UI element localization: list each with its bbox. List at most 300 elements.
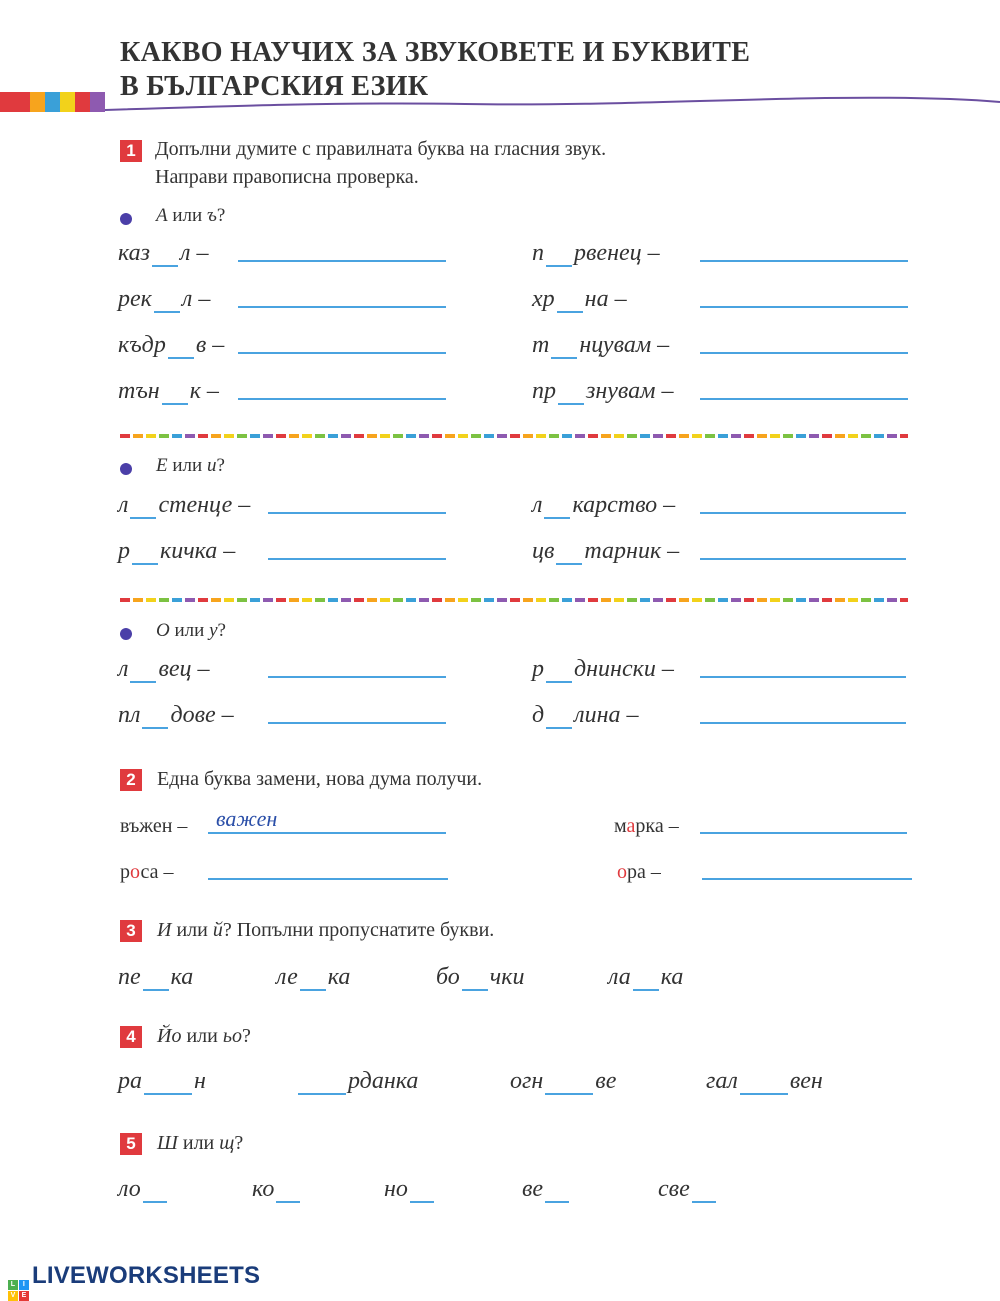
word-end: тарник – <box>584 538 680 564</box>
task2-red-letter: о <box>617 861 627 883</box>
answer-input[interactable] <box>700 696 910 722</box>
answer-line <box>700 558 906 560</box>
letter-blank-input[interactable] <box>692 1177 716 1203</box>
group-a-label-letter2: ъ <box>206 205 217 226</box>
divider-dash <box>315 598 325 602</box>
answer-line <box>700 512 906 514</box>
word-end: вен <box>789 1068 823 1094</box>
answer-input[interactable] <box>700 234 912 260</box>
divider-dash <box>120 598 130 602</box>
divider-dash <box>406 598 416 602</box>
task2-red-letter: о <box>130 861 141 883</box>
word-start: п <box>532 240 544 266</box>
divider-dash <box>497 598 507 602</box>
fill-word <box>522 1176 571 1203</box>
divider-dash <box>419 598 429 602</box>
task3-letter-1: И <box>157 919 172 941</box>
word-start: л <box>118 492 129 518</box>
fill-word <box>532 656 674 683</box>
fill-word <box>276 964 350 991</box>
color-stripe <box>0 92 105 112</box>
task2-word-end: са – <box>140 861 174 883</box>
answer-input[interactable] <box>700 532 910 558</box>
divider-dash <box>289 598 299 602</box>
divider-dash <box>354 434 364 438</box>
letter-blank-input[interactable] <box>410 1177 434 1203</box>
fill-word <box>118 964 193 991</box>
divider-dash <box>497 434 507 438</box>
letter-blank-input[interactable] <box>551 333 577 359</box>
answer-input[interactable] <box>700 650 910 676</box>
divider-dash <box>757 434 767 438</box>
task2-word-start: р <box>120 861 130 883</box>
divider-dash <box>770 598 780 602</box>
word-end: чки <box>489 964 525 990</box>
divider-dash <box>133 598 143 602</box>
task2-answer-input-4[interactable] <box>702 852 916 878</box>
divider-dash <box>471 598 481 602</box>
answer-line <box>700 260 908 262</box>
task3-number-badge: 3 <box>120 920 142 942</box>
divider-dash <box>770 434 780 438</box>
divider-dash <box>289 434 299 438</box>
divider-dash <box>172 434 182 438</box>
letter-blank-input[interactable] <box>298 1069 346 1095</box>
fill-word <box>118 378 219 405</box>
letter-blank-input[interactable] <box>300 965 326 991</box>
task2-item-1 <box>120 815 187 838</box>
answer-input[interactable] <box>268 650 450 676</box>
divider-dash <box>393 434 403 438</box>
logo-square: I <box>19 1280 29 1290</box>
stripe-segment <box>15 92 30 112</box>
stripe-segment <box>90 92 105 112</box>
divider-dash <box>393 598 403 602</box>
task2-answer-input-3[interactable] <box>208 852 452 878</box>
bullet-icon <box>120 213 132 225</box>
divider-dash <box>276 434 286 438</box>
divider-dash <box>328 598 338 602</box>
divider-dash <box>627 598 637 602</box>
fill-word <box>532 492 675 519</box>
divider-dash <box>341 598 351 602</box>
divider-dash <box>757 598 767 602</box>
divider-dash <box>185 598 195 602</box>
letter-blank-input[interactable] <box>130 657 156 683</box>
fill-word <box>252 1176 302 1203</box>
letter-blank-input[interactable] <box>162 379 188 405</box>
answer-line <box>700 398 908 400</box>
word-start: гал <box>706 1068 738 1094</box>
task3-letter-2: й <box>212 919 223 941</box>
divider-dash <box>822 434 832 438</box>
word-start: къдр <box>118 332 166 358</box>
divider-dash <box>861 598 871 602</box>
group-e-label-end: ? <box>216 455 225 476</box>
word-end: л – <box>180 240 209 266</box>
divider-dash <box>146 598 156 602</box>
word-start: пл <box>118 702 141 728</box>
divider-dash <box>120 434 130 438</box>
page-title-line1: КАКВО НАУЧИХ ЗА ЗВУКОВЕТЕ И БУКВИТЕ <box>120 37 751 68</box>
divider-dash <box>705 598 715 602</box>
group-a-label <box>156 205 225 227</box>
divider-dash <box>796 598 806 602</box>
task5-letter-2: щ <box>219 1132 235 1154</box>
word-end: н <box>194 1068 206 1094</box>
word-start: ло <box>118 1176 141 1202</box>
word-end: рвенец – <box>574 240 660 266</box>
task2-answer-input-2[interactable] <box>700 806 911 832</box>
divider-dash <box>211 598 221 602</box>
fill-word <box>118 286 210 313</box>
divider-dash <box>640 598 650 602</box>
group-o-label-letter: О <box>156 620 170 641</box>
letter-blank-input[interactable] <box>152 241 178 267</box>
divider-dash <box>731 434 741 438</box>
fill-word <box>384 1176 436 1203</box>
letter-blank-input[interactable] <box>556 539 582 565</box>
word-start: каз <box>118 240 150 266</box>
divider-dash <box>484 434 494 438</box>
divider-dash <box>692 598 702 602</box>
divider-dash <box>627 434 637 438</box>
answer-input[interactable] <box>238 326 450 352</box>
divider-dash <box>614 598 624 602</box>
divider-dash <box>146 434 156 438</box>
task2-word-start: м <box>614 815 627 837</box>
divider-dash <box>653 598 663 602</box>
task3-mid: или <box>171 919 213 941</box>
group-o-label-end: ? <box>217 620 226 641</box>
divider-dash <box>666 598 676 602</box>
divider-dash <box>250 598 260 602</box>
letter-blank-input[interactable] <box>462 965 488 991</box>
task2-item-2 <box>614 815 679 838</box>
divider-dash <box>198 598 208 602</box>
fill-word <box>118 332 224 359</box>
divider-dash <box>419 434 429 438</box>
answer-input[interactable] <box>238 280 450 306</box>
task2-red-letter: а <box>626 815 636 837</box>
divider-dash <box>835 598 845 602</box>
divider-dash <box>159 598 169 602</box>
word-start: тън <box>118 378 160 404</box>
word-start: т <box>532 332 550 358</box>
divider-dash <box>536 598 546 602</box>
task2-answer-input-1[interactable] <box>214 806 456 832</box>
divider-dash <box>263 434 273 438</box>
answer-input[interactable] <box>700 372 912 398</box>
divider-dash <box>302 598 312 602</box>
fill-word <box>296 1068 418 1095</box>
bullet-icon <box>120 463 132 475</box>
fill-word <box>532 378 674 405</box>
divider-dash <box>783 598 793 602</box>
task4-mid: или <box>181 1025 223 1047</box>
divider-dash <box>848 434 858 438</box>
answer-input[interactable] <box>268 486 450 512</box>
letter-blank-input[interactable] <box>154 287 180 313</box>
divider-dash <box>653 434 663 438</box>
divider-dash <box>276 598 286 602</box>
divider-dash <box>458 434 468 438</box>
fill-word <box>532 240 660 267</box>
group-o-label <box>156 620 226 642</box>
fill-word <box>436 964 524 991</box>
word-start: но <box>384 1176 408 1202</box>
divider-dash <box>237 434 247 438</box>
fill-word <box>510 1068 616 1095</box>
logo-square: E <box>19 1291 29 1301</box>
divider-dash <box>133 434 143 438</box>
stripe-segment <box>45 92 60 112</box>
fill-word <box>532 538 679 565</box>
divider-dash <box>679 434 689 438</box>
group-o-label-mid: или <box>169 620 210 641</box>
divider-dash <box>744 434 754 438</box>
divider-dash <box>718 434 728 438</box>
answer-input[interactable] <box>268 696 450 722</box>
word-end: вец – <box>158 656 210 682</box>
fill-word <box>658 1176 718 1203</box>
divider-dash <box>445 598 455 602</box>
letter-blank-input[interactable] <box>142 703 168 729</box>
letter-blank-input[interactable] <box>557 287 583 313</box>
word-start: л <box>532 492 543 518</box>
task4-end: ? <box>241 1025 251 1047</box>
divider-dash <box>575 434 585 438</box>
word-start: д <box>532 702 545 728</box>
divider-dash <box>679 598 689 602</box>
divider-dash <box>614 434 624 438</box>
bullet-icon <box>120 628 132 640</box>
divider-dash <box>354 598 364 602</box>
letter-blank-input[interactable] <box>130 493 156 519</box>
word-end: к – <box>189 378 219 404</box>
answer-line <box>700 352 908 354</box>
divider-dash <box>211 434 221 438</box>
rainbow-divider <box>120 434 908 439</box>
letter-blank-input[interactable] <box>143 965 169 991</box>
divider-dash <box>224 598 234 602</box>
fill-word <box>532 332 669 359</box>
divider-dash <box>224 434 234 438</box>
word-end: ка <box>170 964 194 990</box>
divider-dash <box>562 434 572 438</box>
divider-dash <box>562 598 572 602</box>
divider-dash <box>601 598 611 602</box>
word-end: ка <box>660 964 684 990</box>
divider-dash <box>783 434 793 438</box>
group-a-label-end: ? <box>216 205 226 226</box>
task5-letter-1: Ш <box>157 1132 178 1154</box>
task1-number-badge: 1 <box>120 140 142 162</box>
word-end: карство – <box>572 492 676 518</box>
divider-dash <box>666 434 676 438</box>
divider-dash <box>809 434 819 438</box>
divider-dash <box>263 598 273 602</box>
divider-dash <box>237 598 247 602</box>
divider-dash <box>744 598 754 602</box>
group-e-label <box>156 455 225 477</box>
divider-dash <box>380 434 390 438</box>
divider-dash <box>705 434 715 438</box>
divider-dash <box>588 434 598 438</box>
answer-line <box>238 398 446 400</box>
letter-blank-input[interactable] <box>144 1069 192 1095</box>
word-end: днински – <box>574 656 674 682</box>
divider-dash <box>367 598 377 602</box>
task2-word-end: рка – <box>635 815 679 837</box>
divider-dash <box>250 434 260 438</box>
answer-input[interactable] <box>700 326 912 352</box>
letter-blank-input[interactable] <box>545 1069 593 1095</box>
divider-dash <box>887 434 897 438</box>
task4-letter-2: ьо <box>222 1025 242 1047</box>
divider-dash <box>822 598 832 602</box>
group-e-label-mid: или <box>167 455 207 476</box>
word-end: дове – <box>170 702 234 728</box>
task2-word-end: ра – <box>627 861 661 883</box>
word-end: на – <box>584 286 627 312</box>
divider-dash <box>159 434 169 438</box>
fill-word <box>532 702 639 729</box>
divider-dash <box>549 598 559 602</box>
answer-input[interactable] <box>700 280 912 306</box>
letter-blank-input[interactable] <box>740 1069 788 1095</box>
word-start: огн <box>510 1068 544 1094</box>
divider-dash <box>510 434 520 438</box>
word-start: л <box>118 656 129 682</box>
divider-dash <box>302 434 312 438</box>
letter-blank-input[interactable] <box>546 703 572 729</box>
letter-blank-input[interactable] <box>545 1177 569 1203</box>
task5-end: ? <box>234 1132 244 1154</box>
word-start: пе <box>118 964 141 990</box>
task3-end: ? Попълни пропуснатите букви. <box>222 919 495 941</box>
divider-dash <box>198 434 208 438</box>
divider-dash <box>549 434 559 438</box>
word-start: ра <box>118 1068 142 1094</box>
divider-dash <box>380 598 390 602</box>
answer-input[interactable] <box>268 532 450 558</box>
divider-dash <box>536 434 546 438</box>
task2-answer-line <box>208 832 446 834</box>
task2-answer-line <box>700 832 907 834</box>
divider-dash <box>900 598 908 602</box>
group-a-label-mid: или <box>167 205 207 226</box>
letter-blank-input[interactable] <box>544 493 570 519</box>
letter-blank-input[interactable] <box>276 1177 300 1203</box>
divider-dash <box>328 434 338 438</box>
word-start: ла <box>608 964 631 990</box>
divider-dash <box>835 434 845 438</box>
word-start: хр <box>532 286 555 312</box>
fill-word <box>118 702 234 729</box>
group-e-label-letter: Е <box>156 455 168 476</box>
letter-blank-input[interactable] <box>558 379 584 405</box>
letter-blank-input[interactable] <box>143 1177 167 1203</box>
divider-dash <box>432 598 442 602</box>
fill-word <box>118 656 210 683</box>
word-start: ле <box>276 964 298 990</box>
word-end: ка <box>327 964 351 990</box>
word-end: лина – <box>574 702 639 728</box>
word-end: в – <box>195 332 225 358</box>
divider-dash <box>510 598 520 602</box>
answer-line <box>268 722 446 724</box>
divider-dash <box>406 434 416 438</box>
divider-dash <box>185 434 195 438</box>
word-start: р <box>118 538 130 564</box>
task5-number-badge: 5 <box>120 1133 142 1155</box>
word-start: бо <box>436 964 460 990</box>
divider-dash <box>692 434 702 438</box>
divider-dash <box>601 434 611 438</box>
answer-line <box>268 512 446 514</box>
task2-answer-line <box>702 878 912 880</box>
title-underline <box>105 88 1000 118</box>
answer-line <box>238 260 446 262</box>
divider-dash <box>523 434 533 438</box>
fill-word <box>118 1176 169 1203</box>
word-end: рданка <box>348 1068 419 1094</box>
logo-square: L <box>8 1280 18 1290</box>
answer-input[interactable] <box>238 234 450 260</box>
divider-dash <box>458 598 468 602</box>
letter-blank-input[interactable] <box>168 333 194 359</box>
letter-blank-input[interactable] <box>132 539 158 565</box>
word-start: цв <box>532 538 555 564</box>
answer-input[interactable] <box>238 372 450 398</box>
letter-blank-input[interactable] <box>633 965 659 991</box>
word-end: стенце – <box>158 492 251 518</box>
divider-dash <box>900 434 908 438</box>
answer-line <box>238 306 446 308</box>
letter-blank-input[interactable] <box>546 657 572 683</box>
word-end: л – <box>181 286 211 312</box>
task2-item-4 <box>617 861 661 884</box>
divider-dash <box>887 598 897 602</box>
task2-item-3 <box>120 861 174 884</box>
task1-instruction <box>155 135 606 191</box>
task4-letter-1: Йо <box>157 1025 182 1047</box>
divider-dash <box>341 434 351 438</box>
group-o-label-letter2: у <box>209 620 218 641</box>
word-start: рек <box>118 286 152 312</box>
divider-dash <box>172 598 182 602</box>
divider-dash <box>575 598 585 602</box>
divider-dash <box>484 598 494 602</box>
divider-dash <box>523 598 533 602</box>
task2-word: въжен – <box>120 815 188 837</box>
word-end: знувам – <box>586 378 674 404</box>
letter-blank-input[interactable] <box>546 241 572 267</box>
fill-word <box>118 1068 206 1095</box>
word-end: ве <box>595 1068 617 1094</box>
stripe-segment <box>60 92 75 112</box>
answer-input[interactable] <box>700 486 910 512</box>
task3-instruction <box>157 916 494 944</box>
stripe-segment <box>30 92 45 112</box>
liveworksheets-logo[interactable] <box>8 1262 260 1301</box>
divider-dash <box>367 434 377 438</box>
liveworksheets-brand: LIVEWORKSHEETS <box>32 1262 261 1289</box>
rainbow-divider <box>120 598 908 603</box>
task5-instruction <box>157 1129 243 1157</box>
word-start: р <box>532 656 544 682</box>
